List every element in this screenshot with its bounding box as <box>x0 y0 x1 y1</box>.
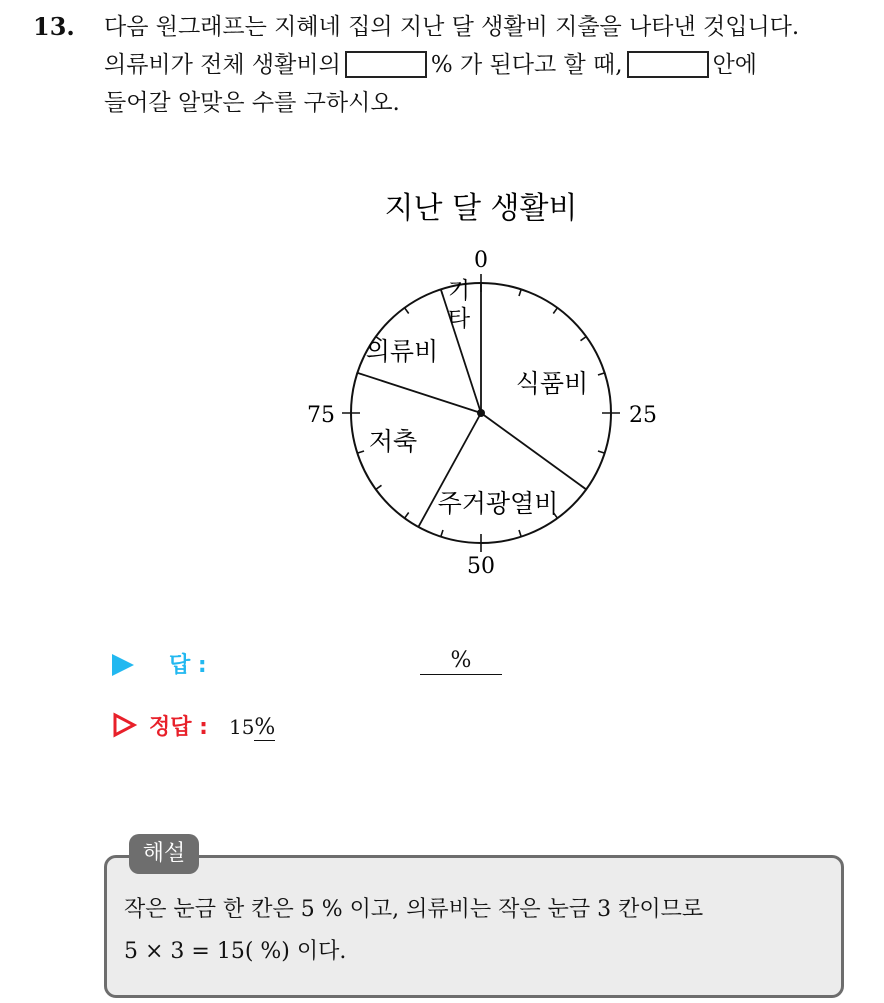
question-line-1: 다음 원그래프는 지혜네 집의 지난 달 생활비 지출을 나타낸 것입니다. <box>104 14 800 40</box>
explanation-tag: 해설 <box>129 834 199 874</box>
question-line-2-middle: % 가 된다고 할 때, <box>430 52 623 78</box>
correct-value: 15 <box>228 715 255 739</box>
question-line-2 <box>104 50 757 80</box>
slice-label-2: 저축 <box>368 427 418 456</box>
correct-row <box>112 710 275 741</box>
correct-label: 정답 : <box>149 715 208 740</box>
slice-label-1: 주거광열비 <box>437 489 559 518</box>
correct-unit: % <box>254 715 276 740</box>
answer-row <box>112 648 207 679</box>
pie-chart <box>0 170 884 610</box>
slice-label-4: 기 타 <box>447 278 471 332</box>
answer-unit: % <box>450 648 472 673</box>
answer-blank-1 <box>345 51 427 78</box>
slice-label-3: 의류비 <box>365 337 439 366</box>
chart-title: 지난 달 생활비 <box>384 191 578 226</box>
answer-arrow-icon <box>112 654 134 676</box>
correct-arrow-icon <box>112 712 138 738</box>
explanation-line-2: 5 × 3 = 15( %) 이다. <box>124 939 347 964</box>
answer-input[interactable] <box>420 648 502 675</box>
pie-group <box>307 248 657 579</box>
question-line-3: 들어갈 알맞은 수를 구하시오. <box>104 90 400 116</box>
answer-label: 답 : <box>169 653 207 678</box>
explanation-line-1: 작은 눈금 한 칸은 5 % 이고, 의류비는 작은 눈금 3 칸이므로 <box>124 897 704 922</box>
answer-blank-2 <box>627 51 709 78</box>
question-line-2-after: 안에 <box>712 52 757 78</box>
scale-label-75: 75 <box>307 403 335 428</box>
explanation-box <box>104 855 844 998</box>
scale-label-50: 50 <box>467 554 495 579</box>
slice-label-0: 식품비 <box>515 369 589 398</box>
scale-label-25: 25 <box>629 403 657 428</box>
question-line-2-before: 의류비가 전체 생활비의 <box>104 52 341 78</box>
question-number: 13. <box>33 12 75 41</box>
pie-center-dot <box>477 409 485 417</box>
scale-label-0: 0 <box>474 248 488 273</box>
